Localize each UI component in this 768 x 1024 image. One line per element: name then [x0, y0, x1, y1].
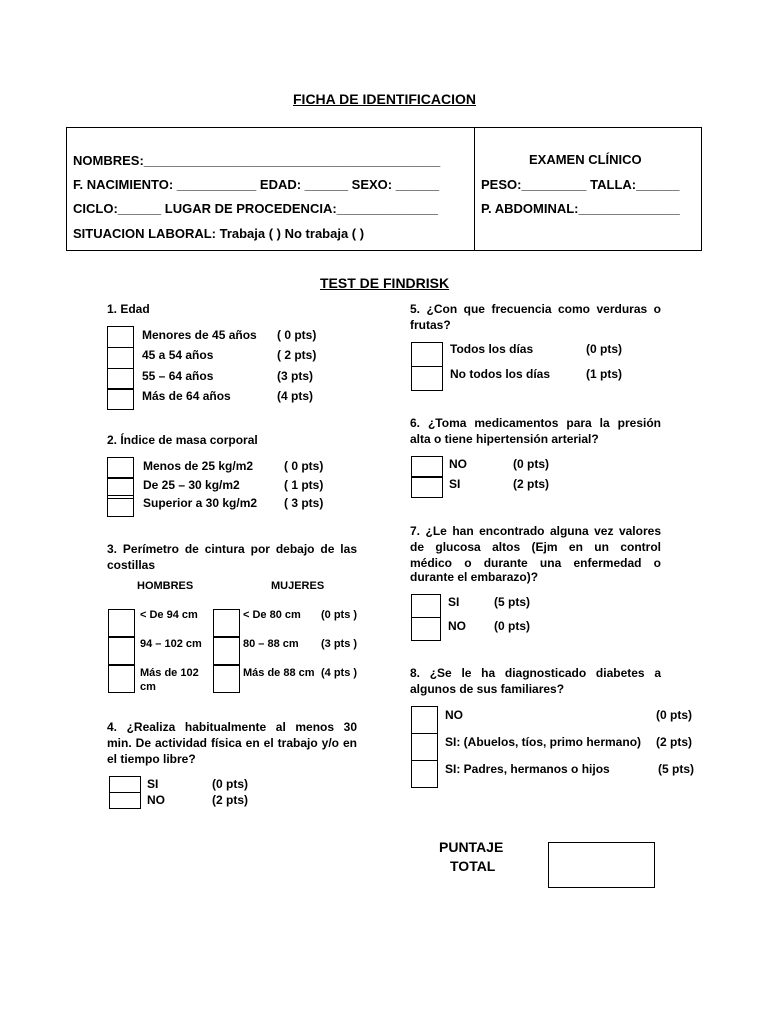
q7-title: 7. ¿Le han encontrado alguna vez valores [410, 524, 661, 538]
q3-mujeres-checkbox[interactable] [213, 609, 240, 637]
q6-checkbox[interactable] [411, 476, 443, 498]
q3-mujeres-points: (0 pts ) [321, 609, 358, 621]
q2-option-points: ( 1 pts) [284, 478, 324, 492]
q6-option-label: NO [449, 457, 467, 471]
q4-option-points: (0 pts) [212, 777, 248, 791]
q1-checkbox[interactable] [107, 347, 134, 369]
q7-checkbox[interactable] [411, 594, 441, 618]
ciclo-procedencia-field[interactable]: CICLO:______ LUGAR DE PROCEDENCIA:______________ [73, 201, 438, 216]
abdominal-field[interactable]: P. ABDOMINAL:______________ [481, 201, 680, 216]
q1-checkbox[interactable] [107, 388, 134, 410]
q3-hombres-checkbox[interactable] [108, 609, 135, 637]
q5-option-label: No todos los días [450, 367, 551, 381]
test-title: TEST DE FINDRISK [320, 275, 450, 291]
q8-option-label: SI: Padres, hermanos o hijos [445, 762, 610, 776]
q3-hombres-checkbox[interactable] [108, 665, 135, 693]
q1-option-points: (3 pts) [277, 369, 313, 383]
q3-title: 3. Perímetro de cintura por debajo de las [107, 542, 357, 556]
q5-checkbox[interactable] [411, 342, 443, 367]
nacimiento-edad-sexo-field[interactable]: F. NACIMIENTO: ___________ EDAD: ______ SEXO: ______ [73, 177, 440, 192]
q5-checkbox[interactable] [411, 366, 443, 391]
q8-checkbox[interactable] [411, 706, 438, 734]
q6-option-points: (2 pts) [513, 477, 549, 491]
q1-option-points: (4 pts) [277, 389, 313, 403]
q3-hombres-option: cm [140, 681, 156, 693]
q2-option-points: ( 3 pts) [284, 496, 324, 510]
q1-option-label: 55 – 64 años [142, 369, 214, 383]
q5-title-continued: frutas? [410, 318, 451, 332]
q2-checkbox[interactable] [107, 457, 134, 479]
q1-option-points: ( 0 pts) [277, 328, 317, 342]
q8-checkbox[interactable] [411, 733, 438, 761]
q2-option-label: Menos de 25 kg/m2 [143, 459, 254, 473]
q3-mujeres-header: MUJERES [271, 580, 325, 592]
q8-title-continued: algunos de sus familiares? [410, 682, 565, 696]
q4-option-label: SI [147, 777, 159, 791]
q3-mujeres-checkbox[interactable] [213, 637, 240, 665]
q7-title-continued: de glucosa altos (Ejm en un control [410, 540, 661, 554]
identification-divider [474, 127, 475, 251]
q7-option-points: (5 pts) [494, 595, 530, 609]
page-title: FICHA DE IDENTIFICACION [293, 91, 477, 107]
q8-option-points: (5 pts) [658, 762, 694, 776]
q5-option-points: (0 pts) [586, 342, 622, 356]
exam-title: EXAMEN CLÍNICO [529, 152, 642, 167]
q6-option-points: (0 pts) [513, 457, 549, 471]
q8-option-label: SI: (Abuelos, tíos, primo hermano) [445, 735, 642, 749]
q4-title-continued: min. De actividad física en el trabajo y/o en [107, 736, 357, 750]
q3-title-continued: costillas [107, 558, 156, 572]
q3-hombres-option: Más de 102 [140, 667, 199, 679]
q4-checkbox[interactable] [109, 792, 141, 809]
q6-title-continued: alta o tiene hipertensión arterial? [410, 432, 599, 446]
q5-option-label: Todos los días [450, 342, 534, 356]
q5-option-points: (1 pts) [586, 367, 622, 381]
q6-option-label: SI [449, 477, 461, 491]
q3-mujeres-option: Más de 88 cm [243, 667, 315, 679]
q2-option-label: Superior a 30 kg/m2 [143, 496, 258, 510]
q3-mujeres-option: < De 80 cm [243, 609, 301, 621]
q1-checkbox[interactable] [107, 368, 134, 390]
total-label-continued: TOTAL [450, 858, 496, 874]
q7-title-continued: médico o durante una enfermedad o [410, 556, 661, 570]
q4-option-label: NO [147, 793, 165, 807]
q4-title: 4. ¿Realiza habitualmente al menos 30 [107, 720, 357, 734]
q8-title: 8. ¿Se le ha diagnosticado diabetes a [410, 666, 661, 680]
q1-option-label: Menores de 45 años [142, 328, 257, 342]
q3-mujeres-option: 80 – 88 cm [243, 638, 299, 650]
q8-checkbox[interactable] [411, 760, 438, 788]
q4-title-continued: el tiempo libre? [107, 752, 196, 766]
q8-option-label: NO [445, 708, 463, 722]
q3-hombres-option: < De 94 cm [140, 609, 198, 621]
q3-mujeres-points: (4 pts ) [321, 667, 358, 679]
q4-checkbox[interactable] [109, 776, 141, 793]
q4-option-points: (2 pts) [212, 793, 248, 807]
q8-option-points: (0 pts) [656, 708, 692, 722]
nombres-field[interactable]: NOMBRES:_________________________________________ [73, 153, 441, 168]
q6-checkbox[interactable] [411, 456, 443, 478]
q1-title: 1. Edad [107, 302, 150, 316]
q1-option-points: ( 2 pts) [277, 348, 317, 362]
q3-mujeres-checkbox[interactable] [213, 665, 240, 693]
q6-title: 6. ¿Toma medicamentos para la presión [410, 416, 661, 430]
q3-hombres-checkbox[interactable] [108, 637, 135, 665]
q3-hombres-header: HOMBRES [137, 580, 194, 592]
q1-option-label: 45 a 54 años [142, 348, 214, 362]
q8-option-points: (2 pts) [656, 735, 692, 749]
q7-title-continued: durante el embarazo)? [410, 570, 539, 584]
total-score-box[interactable] [548, 842, 655, 888]
q3-hombres-option: 94 – 102 cm [140, 638, 202, 650]
q7-option-label: SI [448, 595, 460, 609]
q7-option-label: NO [448, 619, 466, 633]
q7-option-points: (0 pts) [494, 619, 530, 633]
peso-talla-field[interactable]: PESO:_________ TALLA:______ [481, 177, 680, 192]
q1-checkbox[interactable] [107, 326, 134, 348]
total-label: PUNTAJE [439, 839, 504, 855]
q5-title: 5. ¿Con que frecuencia como verduras o [410, 302, 661, 316]
q7-checkbox[interactable] [411, 617, 441, 641]
q2-option-points: ( 0 pts) [284, 459, 324, 473]
q1-option-label: Más de 64 años [142, 389, 231, 403]
q3-mujeres-points: (3 pts ) [321, 638, 358, 650]
q2-title: 2. Índice de masa corporal [107, 433, 258, 447]
situacion-laboral-field[interactable]: SITUACION LABORAL: Trabaja ( ) No trabaja ( ) [73, 226, 365, 241]
q2-checkbox[interactable] [107, 495, 134, 517]
q2-option-label: De 25 – 30 kg/m2 [143, 478, 240, 492]
